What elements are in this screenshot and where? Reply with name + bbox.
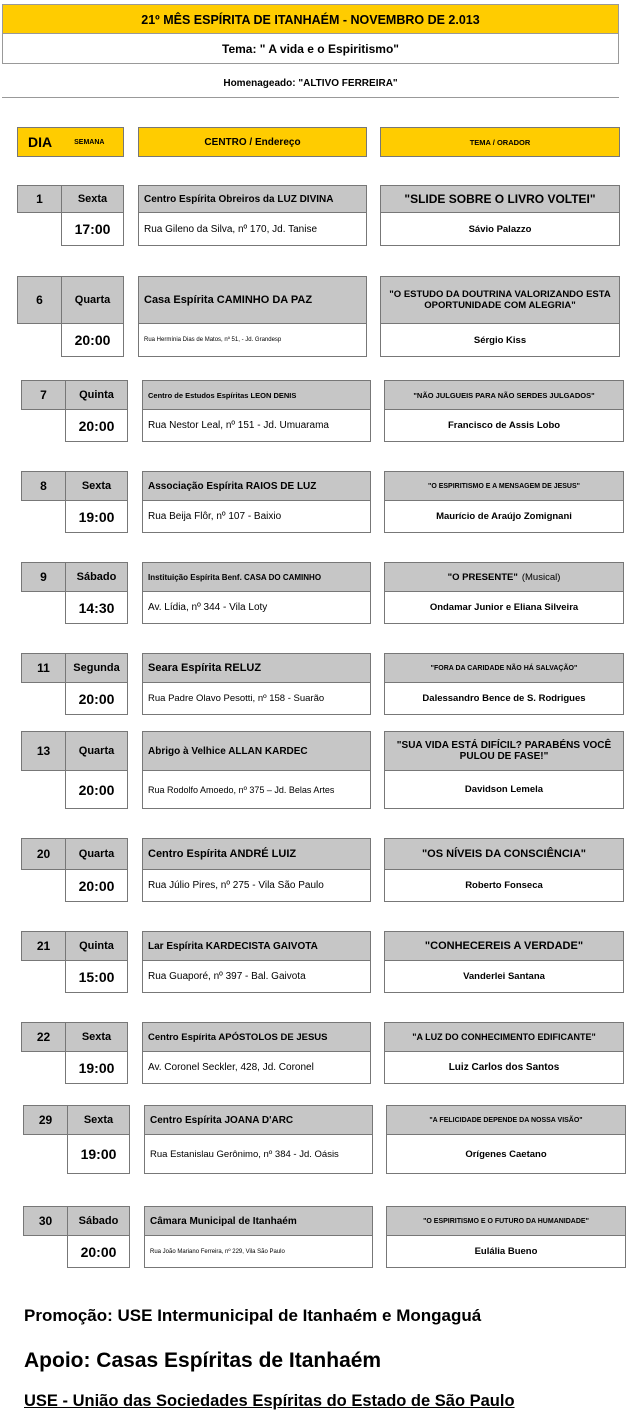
event-day: 29 xyxy=(38,1113,53,1127)
event-topic: "SUA VIDA ESTÁ DIFÍCIL? PARABÉNS VOCÊ PULOU DE FASE!" xyxy=(396,740,612,762)
weekday-cell xyxy=(65,731,128,771)
center-name-cell xyxy=(142,1022,371,1052)
weekday-cell xyxy=(65,653,128,683)
weekday-cell xyxy=(67,1105,130,1135)
center-address: Rua Hermínia Dias de Matos, nº 51, - Jd. Grandesp xyxy=(144,337,282,343)
center-name-cell xyxy=(142,380,371,410)
topic-cell xyxy=(386,1105,626,1135)
center-name: Abrigo à Velhice ALLAN KARDEC xyxy=(148,745,308,757)
day-cell xyxy=(17,276,62,324)
event-time: 19:00 xyxy=(80,1146,117,1162)
weekday-cell xyxy=(65,562,128,592)
event-topic: "A FELICIDADE DEPENDE DA NOSSA VISÃO" xyxy=(429,1116,583,1124)
speaker-cell xyxy=(384,500,624,533)
center-name: Centro Espírita ANDRÉ LUIZ xyxy=(148,848,297,860)
event-time: 20:00 xyxy=(74,332,111,348)
topic-cell xyxy=(386,1206,626,1236)
time-cell xyxy=(67,1134,130,1174)
center-name: Centro Espírita Obreiros da LUZ DIVINA xyxy=(144,193,334,205)
center-address: Rua Padre Olavo Pesotti, nº 158 - Suarão xyxy=(148,693,325,704)
speaker-cell xyxy=(384,770,624,809)
time-cell xyxy=(65,591,128,624)
event-weekday: Sábado xyxy=(76,571,117,583)
event-speaker: Davidson Lemela xyxy=(464,784,544,795)
weekday-cell xyxy=(67,1206,130,1236)
topic-cell xyxy=(384,471,624,501)
weekday-cell xyxy=(65,471,128,501)
theme-line: Tema: " A vida e o Espiritismo" xyxy=(2,34,619,64)
speaker-cell xyxy=(384,591,624,624)
day-cell xyxy=(21,931,66,961)
event-speaker: Eulália Bueno xyxy=(474,1246,538,1257)
topic-extra: (Musical) xyxy=(521,571,561,583)
event-speaker: Dalessandro Bence de S. Rodrigues xyxy=(422,693,586,704)
center-name: Centro Espírita APÓSTOLOS DE JESUS xyxy=(148,1031,328,1043)
center-address: Rua Estanislau Gerônimo, nº 384 - Jd. Oásis xyxy=(150,1148,339,1160)
honoree-line: Homenageado: "ALTIVO FERREIRA" xyxy=(2,70,619,98)
speaker-cell xyxy=(386,1134,626,1174)
topic-cell xyxy=(384,731,624,771)
promocao-line: Promoção: USE Intermunicipal de Itanhaém e Mongaguá xyxy=(24,1306,482,1325)
event-weekday: Sexta xyxy=(83,1114,114,1126)
address-cell xyxy=(138,323,367,357)
center-name: Lar Espírita KARDECISTA GAIVOTA xyxy=(148,940,318,952)
weekday-cell xyxy=(65,931,128,961)
center-name-cell xyxy=(142,931,371,961)
event-topic: "A LUZ DO CONHECIMENTO EDIFICANTE" xyxy=(412,1032,596,1042)
weekday-cell xyxy=(65,1022,128,1052)
day-cell xyxy=(17,185,62,213)
topic-cell xyxy=(384,562,624,592)
day-cell xyxy=(23,1105,68,1135)
center-name-cell xyxy=(142,471,371,501)
event-speaker: Luiz Carlos dos Santos xyxy=(448,1062,560,1073)
event-weekday: Sexta xyxy=(81,1031,112,1043)
center-name: Seara Espírita RELUZ xyxy=(148,662,262,674)
time-cell xyxy=(65,869,128,902)
event-topic: "O ESTUDO DA DOUTRINA VALORIZANDO ESTA OPORTUNIDADE COM ALEGRIA" xyxy=(389,289,611,311)
day-cell xyxy=(21,380,66,410)
event-topic: "CONHECEREIS A VERDADE" xyxy=(424,940,584,952)
topic-cell xyxy=(384,653,624,683)
address-cell xyxy=(142,591,371,624)
center-name-cell xyxy=(144,1105,373,1135)
event-day: 6 xyxy=(36,293,43,307)
address-cell xyxy=(144,1235,373,1268)
center-name-cell xyxy=(142,653,371,683)
event-day: 13 xyxy=(36,744,51,758)
center-address: Av. Coronel Seckler, 428, Jd. Coronel xyxy=(148,1062,314,1073)
event-speaker: Orígenes Caetano xyxy=(465,1148,547,1160)
event-speaker: Ondamar Junior e Eliana Silveira xyxy=(429,602,579,613)
time-cell xyxy=(65,1051,128,1084)
center-name-cell xyxy=(142,838,371,870)
speaker-cell xyxy=(380,212,620,246)
day-cell xyxy=(21,471,66,501)
event-weekday: Quarta xyxy=(78,848,115,860)
event-topic: "SLIDE SOBRE O LIVRO VOLTEI" xyxy=(404,192,596,206)
event-time: 14:30 xyxy=(78,599,115,616)
address-cell xyxy=(142,409,371,442)
event-time: 20:00 xyxy=(78,781,115,798)
center-name: Centro de Estudos Espíritas LEON DENIS xyxy=(148,390,297,400)
semana-label: SEMANA xyxy=(74,138,105,146)
event-day: 21 xyxy=(36,939,51,953)
event-topic: "FORA DA CARIDADE NÃO HÁ SALVAÇÃO" xyxy=(430,664,578,672)
apoio-line: Apoio: Casas Espíritas de Itanhaém xyxy=(24,1349,382,1372)
event-day: 22 xyxy=(36,1030,51,1044)
address-cell xyxy=(142,960,371,993)
speaker-cell xyxy=(384,1051,624,1084)
address-cell xyxy=(142,869,371,902)
event-topic: "O ESPIRITISMO E A MENSAGEM DE JESUS" xyxy=(428,482,580,490)
event-weekday: Sexta xyxy=(77,193,108,205)
event-weekday: Quarta xyxy=(74,294,111,306)
center-name-cell xyxy=(142,562,371,592)
center-name: Instituição Espírita Benf. CASA DO CAMINHO xyxy=(148,572,322,582)
event-day: 9 xyxy=(40,570,47,584)
event-topic: "OS NÍVEIS DA CONSCIÊNCIA" xyxy=(421,848,587,860)
event-day: 8 xyxy=(40,479,47,493)
dia-label: DIA xyxy=(28,134,53,150)
center-name-cell xyxy=(142,731,371,771)
center-name: Centro Espírita JOANA D'ARC xyxy=(150,1114,294,1126)
event-time: 19:00 xyxy=(78,1059,115,1076)
center-name: Câmara Municipal de Itanhaém xyxy=(150,1215,297,1227)
event-weekday: Quarta xyxy=(78,745,115,757)
event-time: 20:00 xyxy=(80,1243,117,1260)
event-weekday: Quinta xyxy=(79,940,114,952)
event-time: 17:00 xyxy=(74,221,111,237)
topic-cell xyxy=(384,1022,624,1052)
time-cell xyxy=(65,960,128,993)
center-address: Rua Nestor Leal, nº 151 - Jd. Umuarama xyxy=(148,420,329,431)
event-speaker: Francisco de Assis Lobo xyxy=(447,420,561,431)
day-cell xyxy=(21,731,66,771)
day-cell xyxy=(21,1022,66,1052)
weekday-cell xyxy=(61,185,124,213)
event-day: 1 xyxy=(36,192,43,206)
speaker-cell xyxy=(384,869,624,902)
center-address: Rua Gileno da Silva, nº 170, Jd. Tanise xyxy=(144,223,318,235)
topic-cell xyxy=(380,276,620,324)
center-address: Rua Júlio Pires, nº 275 - Vila São Paulo xyxy=(148,880,324,891)
event-topic: "NÃO JULGUEIS PARA NÃO SERDES JULGADOS" xyxy=(413,390,595,400)
event-weekday: Quinta xyxy=(79,389,114,401)
center-address: Rua Guaporé, nº 397 - Bal. Gaivota xyxy=(148,971,306,982)
event-topic: "O ESPIRITISMO E O FUTURO DA HUMANIDADE" xyxy=(423,1217,589,1225)
speaker-cell xyxy=(384,960,624,993)
event-weekday: Sexta xyxy=(81,480,112,492)
weekday-cell xyxy=(65,838,128,870)
time-cell xyxy=(65,500,128,533)
event-speaker: Vanderlei Santana xyxy=(463,971,545,982)
time-cell xyxy=(65,409,128,442)
address-cell xyxy=(142,770,371,809)
time-cell xyxy=(61,212,124,246)
event-speaker: Sávio Palazzo xyxy=(468,223,532,235)
event-time: 20:00 xyxy=(78,690,115,707)
time-cell xyxy=(61,323,124,357)
time-cell xyxy=(67,1235,130,1268)
event-time: 20:00 xyxy=(78,877,115,894)
time-cell xyxy=(65,770,128,809)
speaker-cell xyxy=(380,323,620,357)
topic-cell xyxy=(384,380,624,410)
center-name: Casa Espírita CAMINHO DA PAZ xyxy=(144,294,313,306)
center-address: Rua João Mariano Ferreira, nº 229, Vila São Paulo xyxy=(150,1248,285,1255)
use-line: USE - União das Sociedades Espíritas do Estado de São Paulo xyxy=(24,1392,515,1410)
page-title: 21º MÊS ESPÍRITA DE ITANHAÉM - NOVEMBRO DE 2.013 xyxy=(2,4,619,34)
weekday-cell xyxy=(61,276,124,324)
column-header-dia xyxy=(17,127,124,157)
event-time: 20:00 xyxy=(78,417,115,434)
center-address: Rua Beija Flôr, nº 107 - Baixio xyxy=(148,511,282,522)
event-day: 30 xyxy=(38,1214,53,1228)
day-cell xyxy=(21,653,66,683)
day-cell xyxy=(23,1206,68,1236)
event-day: 11 xyxy=(37,661,50,675)
event-speaker: Maurício de Araújo Zomignani xyxy=(436,511,572,522)
address-cell xyxy=(138,212,367,246)
address-cell xyxy=(142,1051,371,1084)
column-header-centro: CENTRO / Endereço xyxy=(138,127,367,157)
address-cell xyxy=(142,500,371,533)
event-time: 19:00 xyxy=(78,508,115,525)
address-cell xyxy=(142,682,371,715)
column-header-tema: TEMA / ORADOR xyxy=(380,127,620,157)
day-cell xyxy=(21,562,66,592)
time-cell xyxy=(65,682,128,715)
center-name-cell xyxy=(138,185,367,213)
event-speaker: Sérgio Kiss xyxy=(473,334,527,346)
day-cell xyxy=(21,838,66,870)
event-time: 15:00 xyxy=(78,968,115,985)
center-name-cell xyxy=(138,276,367,324)
topic-cell xyxy=(384,931,624,961)
event-day: 20 xyxy=(36,847,51,861)
topic-cell xyxy=(380,185,620,213)
event-weekday: Segunda xyxy=(73,662,120,674)
speaker-cell xyxy=(384,409,624,442)
weekday-cell xyxy=(65,380,128,410)
center-address: Av. Lídia, nº 344 - Vila Loty xyxy=(148,602,268,613)
address-cell xyxy=(144,1134,373,1174)
event-day: 7 xyxy=(40,388,47,402)
center-name-cell xyxy=(144,1206,373,1236)
topic-cell xyxy=(384,838,624,870)
event-weekday: Sábado xyxy=(78,1215,119,1227)
center-address: Rua Rodolfo Amoedo, nº 375 – Jd. Belas Artes xyxy=(148,784,335,795)
speaker-cell xyxy=(386,1235,626,1268)
event-speaker: Roberto Fonseca xyxy=(465,880,543,891)
center-name: Associação Espírita RAIOS DE LUZ xyxy=(148,480,317,492)
speaker-cell xyxy=(384,682,624,715)
event-topic: "O PRESENTE" xyxy=(447,571,518,583)
